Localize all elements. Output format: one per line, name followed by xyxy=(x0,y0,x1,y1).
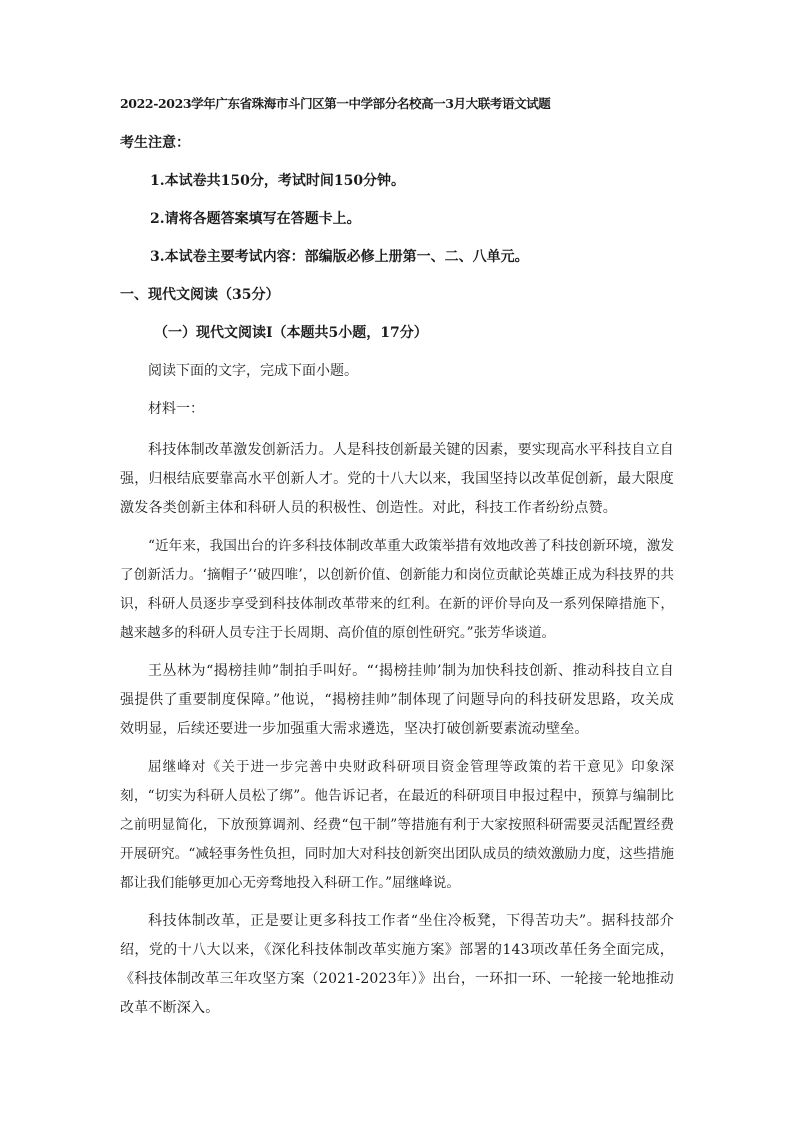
paragraph-3: 王丛林为“揭榜挂帅”制拍手叫好。“‘揭榜挂帅’制为加快科技创新、推动科技自立自强提供了重要制度保障。”他说，“揭榜挂帅”制体现了问题导向的科技研发思路，攻关成效明显，后续还要进一步加强重大需求遴选，坚决打破创新要素流动壁垒。 xyxy=(120,663,674,737)
notice-item-2: 2.请将各题答案填写在答题卡上。 xyxy=(150,211,361,227)
paragraph-5: 科技体制改革，正是要让更多科技工作者“坐住冷板凳，下得苦功夫”。据科技部介绍，党的十八大以来，《深化科技体制改革实施方案》部署的143项改革任务全面完成，《科技体制改革三年攻坚方案（2021-2023年）》出台，一环扣一环、一轮接一轮地推动改革不断深入。 xyxy=(120,913,674,1016)
paragraph-1: 科技体制改革激发创新活力。人是科技创新最关键的因素，要实现高水平科技自立自强，归根结底要靠高水平创新人才。党的十八大以来，我国坚持以改革促创新，最大限度激发各类创新主体和科研人员的积极性、创造性。对此，科技工作者纷纷点赞。 xyxy=(120,442,674,516)
notice-item-1: 1.本试卷共150分，考试时间150分钟。 xyxy=(150,173,406,189)
section-heading: 一、现代文阅读（35分） xyxy=(120,287,280,303)
paragraph-4: 屈继峰对《关于进一步完善中央财政科研项目资金管理等政策的若干意见》印象深刻，“切实为科研人员松了绑”。他告诉记者，在最近的科研项目申报过程中，预算与编制比之前明显简化，下放预算调剂、经费“包干制”等措施有利于大家按照科研需要灵活配置经费开展研究。“减轻事务性负担，同时加大对科技创新突出团队成员的绩效激励力度，这些措施都让我们能够更加心无旁骛地投入科研工作。”屈继峰说。 xyxy=(120,759,674,891)
notice-item-3: 3.本试卷主要考试内容：部编版必修上册第一、二、八单元。 xyxy=(150,249,529,265)
exam-title: 2022-2023学年广东省珠海市斗门区第一中学部分名校高一3月大联考语文试题 xyxy=(120,96,551,111)
notice-heading: 考生注意： xyxy=(120,135,190,151)
subsection-heading: （一）现代文阅读Ⅰ（本题共5小题，17分） xyxy=(154,325,428,341)
reading-instruction: 阅读下面的文字，完成下面小题。 xyxy=(148,363,358,379)
material-label: 材料一： xyxy=(148,401,204,417)
paragraph-2: “近年来，我国出台的许多科技体制改革重大政策举措有效地改善了科技创新环境，激发了创新活力。‘摘帽子’‘破四唯’，以创新价值、创新能力和岗位贡献论英雄正成为科技界的共识，科研人员逐步享受到科技体制改革带来的红利。在新的评价导向及一系列保障措施下，越来越多的科研人员专注于长周期、高价值的原创性研究。”张芳华谈道。 xyxy=(120,538,674,641)
